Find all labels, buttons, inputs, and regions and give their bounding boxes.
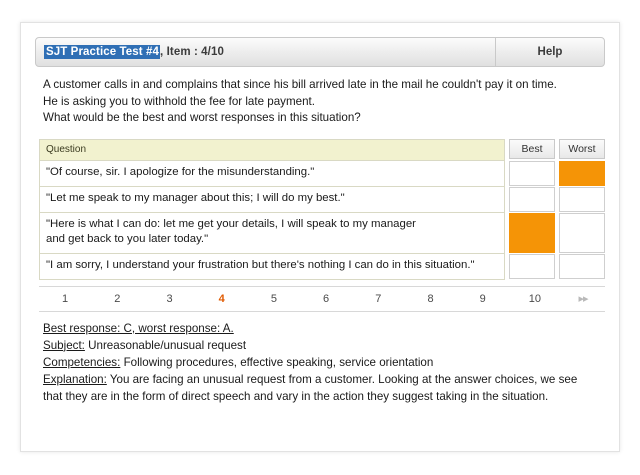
page-title — [36, 38, 496, 66]
question-column-header: Question — [40, 140, 504, 161]
page-button-9[interactable]: 9 — [479, 292, 486, 305]
best-checkbox-a[interactable] — [509, 161, 555, 186]
question-column — [39, 139, 505, 280]
stem-line-1: A customer calls in and complains that since his bill arrived late in the mail he couldn't pay it on time. — [43, 78, 557, 91]
test-window — [20, 22, 620, 452]
best-column — [509, 139, 555, 280]
competencies-value: Following procedures, effective speaking, service orientation — [120, 355, 434, 369]
header-bar — [35, 37, 605, 67]
table-row: "Let me speak to my manager about this; I will do my best." — [40, 187, 504, 213]
worst-checkbox-a[interactable] — [559, 161, 605, 186]
pagination — [39, 286, 605, 312]
subject-value: Unreasonable/unusual request — [84, 338, 247, 352]
explanation-label: Explanation: — [43, 372, 107, 386]
page-button-2[interactable]: 2 — [114, 292, 121, 305]
worst-column — [559, 139, 605, 280]
best-checkbox-d[interactable] — [509, 254, 555, 279]
page-button-4[interactable]: 4 — [218, 292, 225, 305]
competencies-label: Competencies: — [43, 355, 121, 369]
page-button-8[interactable]: 8 — [427, 292, 434, 305]
worst-checkbox-c[interactable] — [559, 213, 605, 253]
worst-checkbox-d[interactable] — [559, 254, 605, 279]
explanation-value: You are facing an unusual request from a customer. Looking at the answer choices, we see — [106, 372, 578, 386]
question-stem — [43, 77, 605, 127]
explanation-row — [43, 371, 605, 388]
page-button-5[interactable]: 5 — [270, 292, 277, 305]
page-button-3[interactable]: 3 — [166, 292, 173, 305]
page-title-item: , Item : 4/10 — [160, 46, 224, 58]
best-column-header: Best — [509, 139, 555, 159]
stem-line-2: He is asking you to withhold the fee for late payment. — [43, 94, 315, 108]
next-page-icon[interactable]: ▸▸ — [578, 293, 588, 305]
page-button-6[interactable]: 6 — [323, 292, 330, 305]
table-row: "I am sorry, I understand your frustration but there's nothing I can do in this situation." — [40, 254, 504, 280]
page-button-7[interactable]: 7 — [375, 292, 382, 305]
explanation-row-2: that they are in the form of direct speech and vary in the action they suggest taking in the situation. — [43, 389, 549, 403]
feedback-panel — [43, 320, 605, 405]
subject-row — [43, 337, 605, 354]
page-button-10[interactable]: 10 — [528, 292, 542, 305]
table-row: "Of course, sir. I apologize for the misunderstanding." — [40, 161, 504, 187]
best-checkbox-b[interactable] — [509, 187, 555, 212]
table-row: "Here is what I can do: let me get your details, I will speak to my manager and get back to you later today." — [40, 213, 504, 254]
competencies-row — [43, 354, 605, 371]
help-button[interactable]: Help — [537, 46, 563, 58]
worst-checkbox-b[interactable] — [559, 187, 605, 212]
page-button-1[interactable]: 1 — [62, 292, 69, 305]
answer-table — [39, 139, 605, 280]
best-checkbox-c[interactable] — [509, 213, 555, 253]
worst-column-header: Worst — [559, 139, 605, 159]
answer-key: Best response: C, worst response: A. — [43, 321, 234, 335]
page-title-selected: SJT Practice Test #4 — [46, 46, 160, 58]
stem-line-3: What would be the best and worst responses in this situation? — [43, 111, 361, 124]
subject-label: Subject: — [43, 338, 85, 352]
